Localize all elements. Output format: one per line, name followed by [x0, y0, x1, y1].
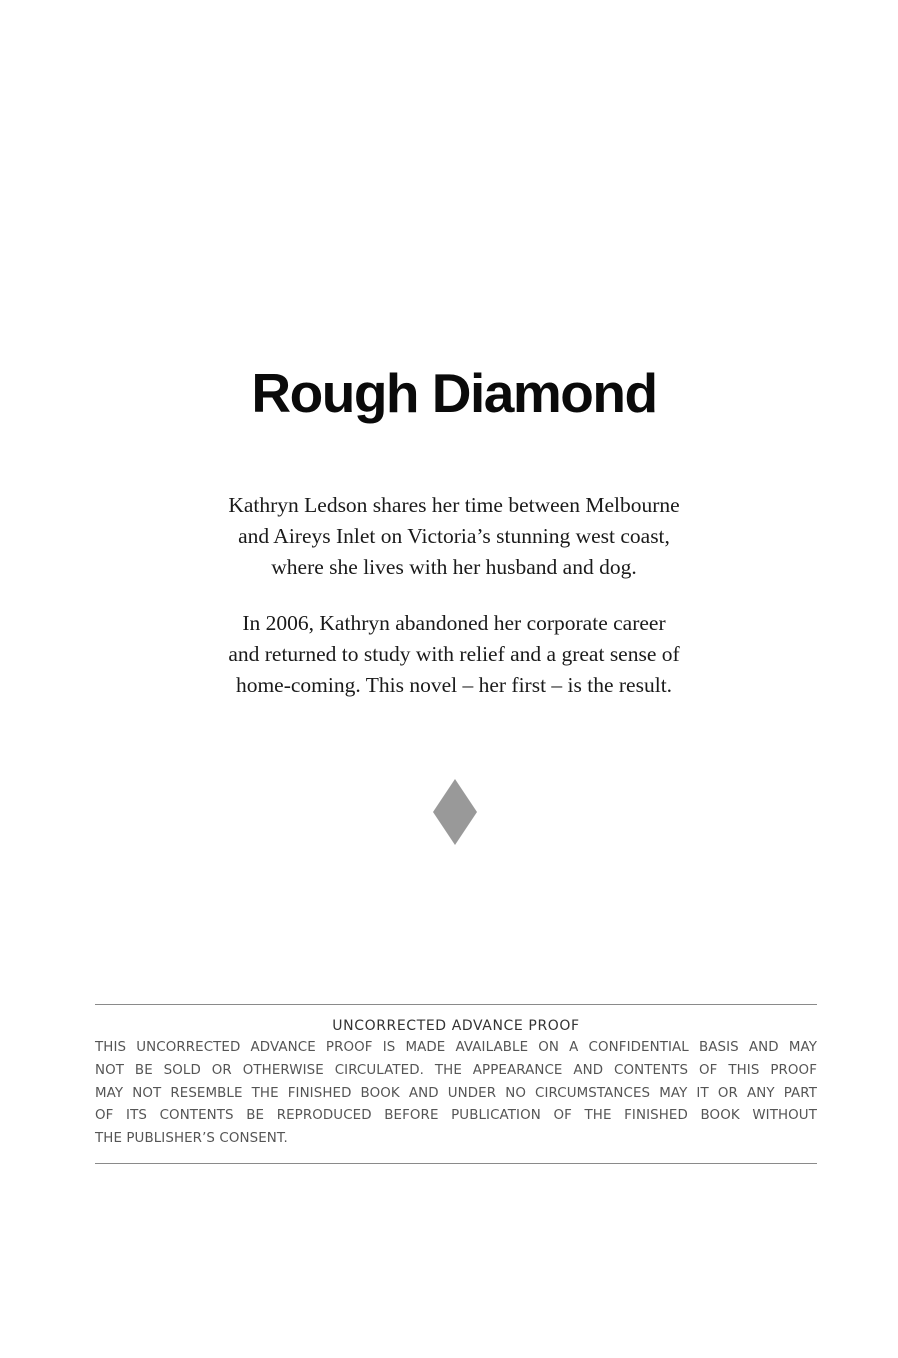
bio-line: and Aireys Inlet on Victoria’s stunning west coast,	[238, 524, 670, 548]
bio-line: where she lives with her husband and dog.	[271, 555, 637, 579]
proof-body	[95, 1037, 817, 1151]
bio-paragraph-2	[194, 608, 714, 701]
proof-line: THIS UNCORRECTED ADVANCE PROOF IS MADE AVAILABLE ON A CONFIDENTIAL BASIS AND MAY	[95, 1040, 817, 1055]
diamond-shape	[433, 779, 477, 845]
proof-line: NOT BE SOLD OR OTHERWISE CIRCULATED. THE APPEARANCE AND CONTENTS OF THIS PROOF	[95, 1062, 817, 1078]
author-bio	[0, 490, 898, 701]
proof-line: OF ITS CONTENTS BE REPRODUCED BEFORE PUBLICATION OF THE FINISHED BOOK WITHOUT	[95, 1108, 817, 1124]
bio-line: home-coming. This novel – her first – is the result.	[235, 673, 673, 697]
book-title: Rough Diamond	[251, 362, 657, 424]
bio-paragraph-1	[194, 490, 714, 583]
bio-line: and returned to study with relief and a great sense of	[228, 642, 680, 666]
proof-notice	[95, 1004, 817, 1164]
proof-line: MAY NOT RESEMBLE THE FINISHED BOOK AND UNDER NO CIRCUMSTANCES MAY IT OR ANY PART	[95, 1085, 817, 1101]
proof-heading: UNCORRECTED ADVANCE PROOF	[332, 1018, 580, 1034]
bio-line: Kathryn Ledson shares her time between Melbourne	[228, 493, 680, 517]
proof-line: THE PUBLISHER’S CONSENT.	[95, 1131, 288, 1147]
bio-line: In 2006, Kathryn abandoned her corporate career	[242, 611, 666, 635]
diamond-icon	[433, 779, 477, 845]
